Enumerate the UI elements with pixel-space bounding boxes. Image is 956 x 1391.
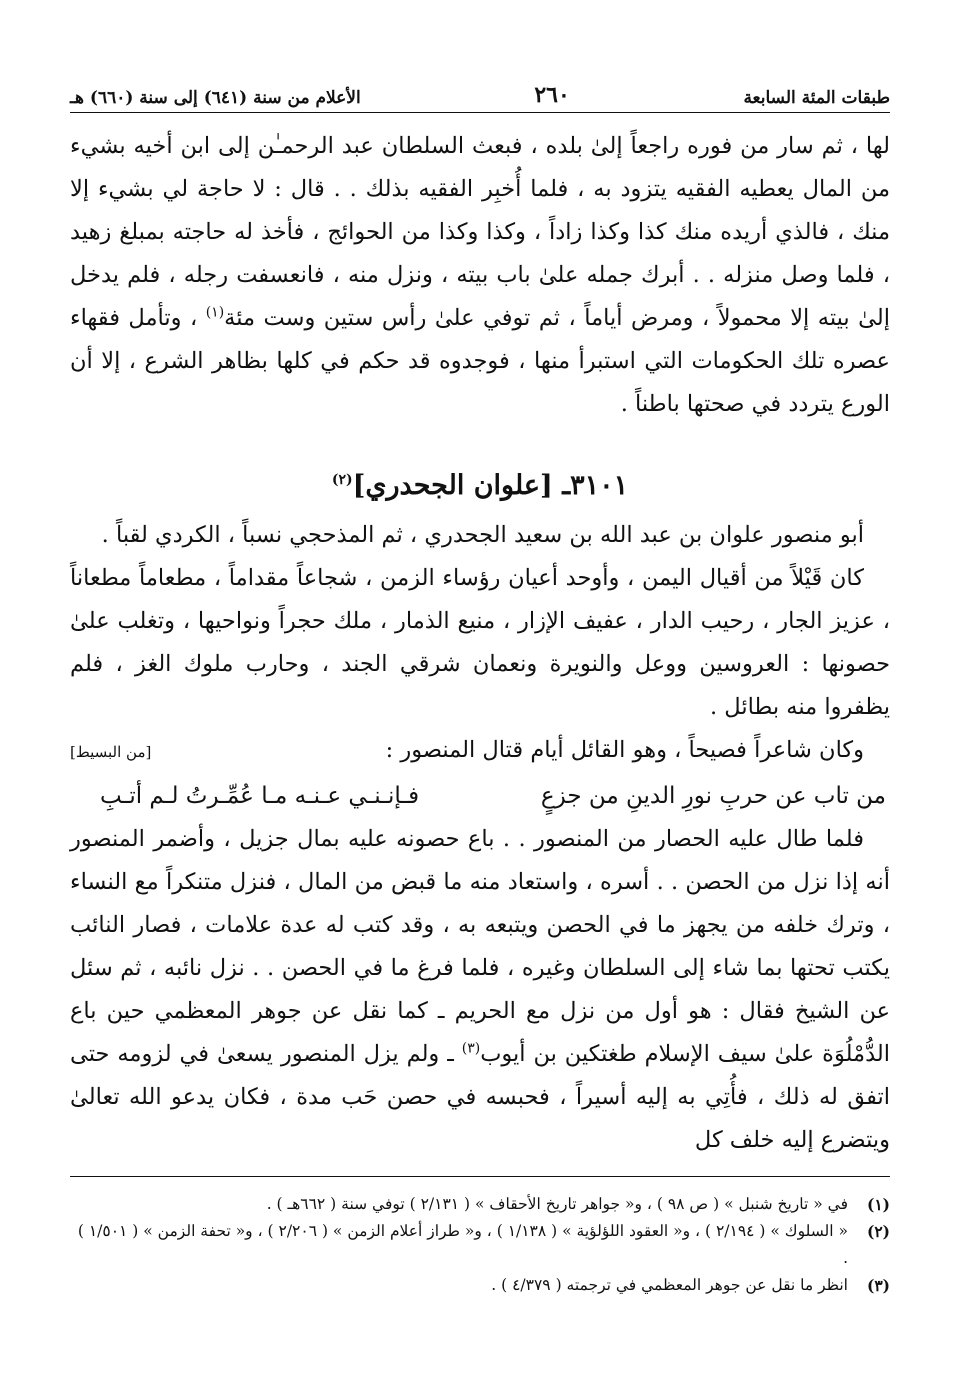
footnote-number: (٢) xyxy=(866,1222,890,1241)
continuation-paragraph xyxy=(70,125,890,426)
footnote-number: (١) xyxy=(866,1195,890,1214)
header-section-title: طبقات المئة السابعة xyxy=(743,88,890,108)
poem-intro-text: وكان شاعراً فصيحاً ، وهو القائل أيام قتال المنصور : xyxy=(385,737,864,763)
page-number: ٢٦٠ xyxy=(534,82,570,108)
footnote-text: في « تاريخ شنبل » ( ص ٩٨ ) ، و« جواهر تاريخ الأحقاف » ( ٢/١٣١ ) توفي سنة ( ٦٦٢هـ ) . xyxy=(266,1195,848,1213)
footnote-item xyxy=(70,1191,890,1218)
entry-description: كان قَيْلاً من أقيال اليمن ، وأوحد أعيان رؤساء الزمن ، شجاعاً مقداماً ، مطعاماً مطعاناً ، عزيز الجار ، رحيب الدار ، عفيف الإزار ، منيع الذمار ، ملك حجراً ونواحيها ، وتغلب علىٰ حصونها : العروسين ووعل والنويرة ونعمان شرقي الجند ، وحارب ملوك الغز ، فلم يظفروا منه بطائل . xyxy=(70,565,890,720)
footnote-ref-1[interactable]: (١) xyxy=(205,304,225,321)
footnote-text: انظر ما نقل عن جوهر المعظمي في ترجمته ( ٤/٣٧٩ ) . xyxy=(491,1276,848,1294)
footnote-item xyxy=(70,1272,890,1299)
footnote-ref-3[interactable]: (٣) xyxy=(461,1040,481,1057)
footnotes-section xyxy=(70,1176,890,1299)
running-header xyxy=(70,60,890,113)
header-years-title: الأعلام من سنة (٦٤١) إلى سنة (٦٦٠) هـ xyxy=(70,88,361,108)
book-page xyxy=(70,60,890,1299)
entry-lineage: أبو منصور علوان بن عبد الله بن سعيد الجحدري ، ثم المذحجي نسباً ، الكردي لقباً . xyxy=(101,522,864,548)
continuation-text: لها ، ثم سار من فوره راجعاً إلىٰ بلده ، فبعث السلطان عبد الرحمـٰن إلى ابن أخيه بشيء من المال يعطيه الفقيه يتزود به ، فلما أُخبِر الفقيه بذلك . . قال : لا حاجة لي بشيء إلا منك ، فالذي أريده منك كذا وكذا زاداً ، وكذا وكذا من الحوائج ، فأخذ له حاجته بمبلغ زهيد ، فلما وصل منزله . . أبرك جمله علىٰ باب بيته ، ونزل منه ، فانعسفت رجله ، فلم يدخل إلىٰ بيته إلا محمولاً ، ومرض أياماً ، ثم توفي علىٰ رأس ستين وست مئة xyxy=(70,133,890,331)
footnote-number: (٣) xyxy=(866,1276,890,1295)
footnote-ref-2[interactable]: (٢) xyxy=(331,472,353,488)
footnote-item xyxy=(70,1218,890,1272)
entry-heading xyxy=(70,464,890,508)
entry-title-text: ٣١٠١ـ [علوان الجحدري] xyxy=(352,470,629,501)
poem-intro-line xyxy=(70,729,890,774)
verse-second-hemistich: فـإنـنـي عـنـه مـا عُمِّـرتُ لـم أتـبِ xyxy=(100,783,420,809)
narrative-text-end: ـ ولم يزل المنصور يسعىٰ في لزومه حتى اتفق له ذلك ، فأُتِي به إليه أسيراً ، فحبسه في حصن حَب مدة ، فكان يدعو الله تعالىٰ ويتضرع إليه خلف كل xyxy=(70,1041,890,1153)
poem-meter-label: [من البسيط] xyxy=(70,743,152,761)
footnote-text: « السلوك » ( ٢/١٩٤ ) ، و« العقود اللؤلؤية » ( ١/١٣٨ ) ، و« طراز أعلام الزمن » ( ٢/٢٠٦ ) ، و« تحفة الزمن » ( ١/٥٠١ ) . xyxy=(77,1222,848,1267)
entry-narrative xyxy=(70,818,890,1162)
poem-verse xyxy=(70,774,890,818)
continuation-text-end: ، وتأمل فقهاء عصره تلك الحكومات التي استبرأ منها ، فوجدوه قد حكم في كلها بظاهر الشرع ، إلا أن الورع يتردد في صحتها باطناً . xyxy=(70,305,890,417)
narrative-text: فلما طال عليه الحصار من المنصور . . باع حصونه عليه بمال جزيل ، وأضمر المنصور أنه إذا نزل من الحصن . . أسره ، واستعاد منه ما قبض من المال ، فنزل متنكراً مع النساء ، وترك خلفه من يجهز ما في الحصن ويتبعه به ، وقد كتب له عدة علامات ، فصار النائب يكتب تحتها بما شاء إلى السلطان وغيره ، فلما فرغ ما في الحصن . . نزل نائبه ، ثم سئل عن الشيخ فقال : هو أول من نزل مع الحريم ـ كما نقل عن جوهر المعظمي حين باع الدُّمْلُوَة علىٰ سيف الإسلام طغتكين بن أيوب xyxy=(70,826,891,1067)
verse-first-hemistich: من تاب عن حربِ نورِ الدينِ من جزعٍ xyxy=(540,783,886,809)
entry-body xyxy=(70,514,890,1162)
